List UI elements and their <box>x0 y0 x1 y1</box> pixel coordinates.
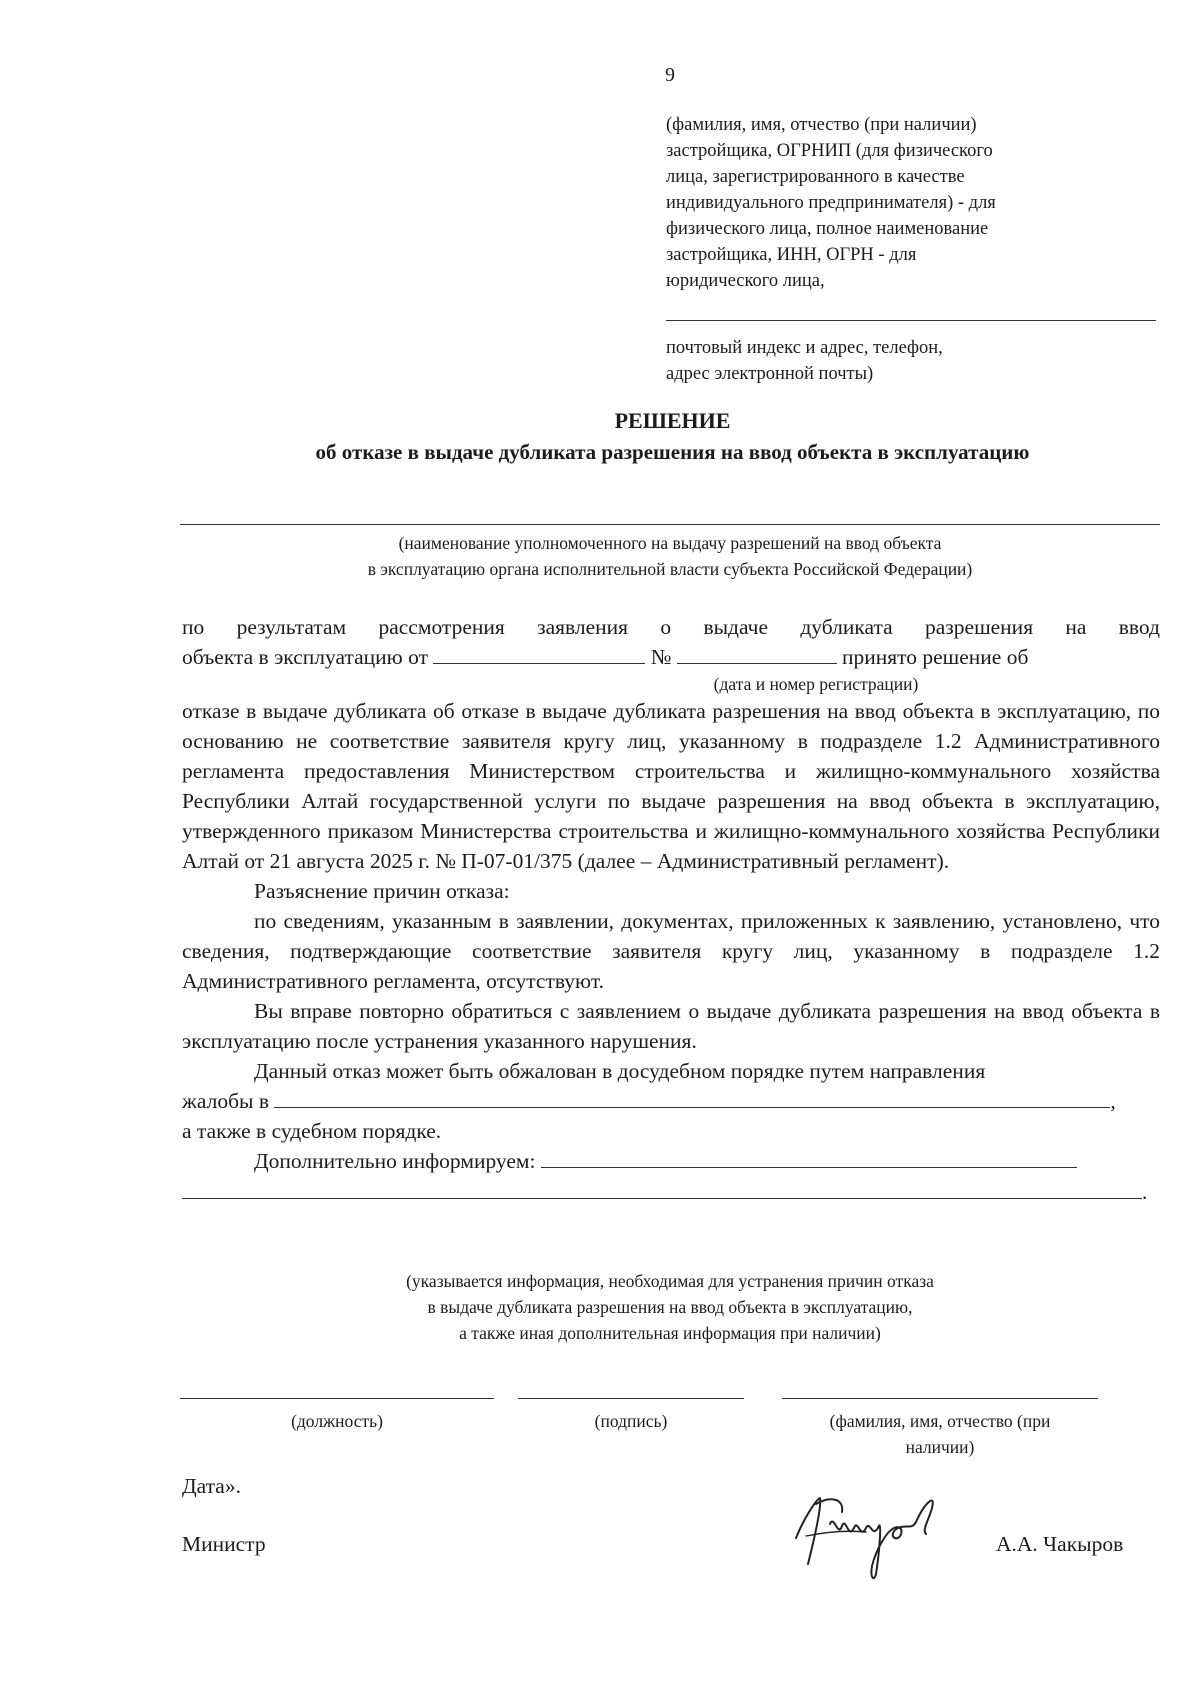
signature-label: (подпись) <box>594 1411 668 1431</box>
signature-blank-line <box>518 1398 744 1399</box>
additional-info-blank-2 <box>182 1176 1142 1199</box>
name-blank-line <box>782 1398 1098 1399</box>
date-label: Дата». <box>182 1474 241 1498</box>
additional-info-line-2 <box>182 1176 1160 1207</box>
recipient-block <box>666 112 1166 387</box>
recipient-line: застройщика, ОГРНИП (для физического <box>666 141 993 161</box>
reasons-heading: Разъяснение причин отказа: <box>254 879 510 903</box>
recipient-line: лица, зарегистрированного в качестве <box>666 167 965 187</box>
intro-line-2 <box>182 642 1160 672</box>
authority-caption <box>180 530 1160 582</box>
date-number-caption: (дата и номер регистрации) <box>713 674 919 694</box>
recipient-line: застройщика, ИНН, ОГРН - для <box>666 245 917 265</box>
authority-caption-line: в эксплуатацию органа исполнительной власти субъекта Российской Федерации) <box>367 559 973 579</box>
full-name-label-line: (фамилия, имя, отчество (при <box>829 1411 1051 1431</box>
address-caption-line: адрес электронной почты) <box>666 364 874 384</box>
additional-info-line <box>182 1146 1160 1176</box>
info-caption-line: в выдаче дубликата разрешения на ввод объекта в эксплуатацию, <box>427 1297 913 1317</box>
reasons-text: по сведениям, указанным в заявлении, документах, приложенных к заявлению, установлено, что сведения, подтверждающие соответствие заявителя кругу лиц, указанному в подразделе 1.2 Административного регламента, отсутствуют. <box>182 909 1160 993</box>
appeal-comma: , <box>1110 1089 1116 1113</box>
recipient-line: (фамилия, имя, отчество (при наличии) <box>666 115 977 135</box>
intro-text-end: принято решение об <box>841 645 1029 669</box>
page-number: 9 <box>665 64 675 86</box>
period: . <box>1142 1180 1148 1204</box>
appeal-blank <box>274 1087 1110 1108</box>
document-subtitle: об отказе в выдаче дубликата разрешения на ввод объекта в эксплуатацию <box>315 440 1030 464</box>
recipient-line: индивидуального предпринимателя) - для <box>666 193 996 213</box>
full-name-label-line: наличии) <box>905 1437 975 1457</box>
appeal-line-3: а также в судебном порядке. <box>182 1119 442 1143</box>
intro-text-start: объекта в эксплуатацию от <box>182 645 428 669</box>
reapply-text: Вы вправе повторно обратиться с заявлением о выдаче дубликата разрешения на ввод объекта в эксплуатацию после устранения указанного нарушения. <box>182 999 1160 1053</box>
handwritten-signature <box>786 1478 966 1588</box>
position-blank-line <box>180 1398 494 1399</box>
number-blank <box>677 643 837 664</box>
authority-caption-line: (наименование уполномоченного на выдачу разрешений на ввод объекта <box>398 533 942 553</box>
full-name-label <box>770 1408 1110 1460</box>
minister-label: Министр <box>182 1532 266 1556</box>
address-blank-line <box>666 320 1156 321</box>
date-blank <box>433 643 645 664</box>
recipient-line: физического лица, полное наименование <box>666 219 989 239</box>
signer-name: А.А. Чакыров <box>996 1532 1124 1556</box>
additional-info-blank <box>541 1147 1077 1168</box>
appeal-line-2 <box>182 1086 1160 1116</box>
additional-info-label: Дополнительно информируем: <box>254 1149 536 1173</box>
appeal-line: Данный отказ может быть обжалован в досудебном порядке путем направления <box>254 1059 986 1083</box>
main-paragraph: отказе в выдаче дубликата об отказе в выдаче дубликата разрешения на ввод объекта в эксплуатацию, по основанию не соответствие заявителя кругу лиц, указанному в подразделе 1.2 Административного регламента предоставления Министерством строительства и жилищно-коммунального хозяйства Республики Алтай государственной услуги по выдаче разрешения на ввод объекта в эксплуатацию, утвержденного приказом Министерства строительства и жилищно-коммунального хозяйства Республики Алтай от 21 августа 2025 г. № П-07-01/375 (далее – Административный регламент). <box>182 699 1160 873</box>
number-sign: № <box>650 645 672 669</box>
intro-line <box>182 612 1160 642</box>
document-title: РЕШЕНИЕ <box>614 408 731 433</box>
appeal-text-start: жалобы в <box>182 1089 269 1113</box>
recipient-line: юридического лица, <box>666 271 825 291</box>
intro-text: по результатам рассмотрения заявления о выдаче дубликата разрешения на ввод <box>182 615 1160 639</box>
info-caption-line: а также иная дополнительная информация при наличии) <box>459 1323 881 1343</box>
info-caption-line: (указывается информация, необходимая для устранения причин отказа <box>406 1271 934 1291</box>
info-caption <box>200 1268 1140 1346</box>
address-caption-line: почтовый индекс и адрес, телефон, <box>666 338 943 358</box>
decision-body <box>182 612 1160 1207</box>
position-label: (должность) <box>291 1411 383 1431</box>
authority-blank-line <box>180 524 1160 525</box>
